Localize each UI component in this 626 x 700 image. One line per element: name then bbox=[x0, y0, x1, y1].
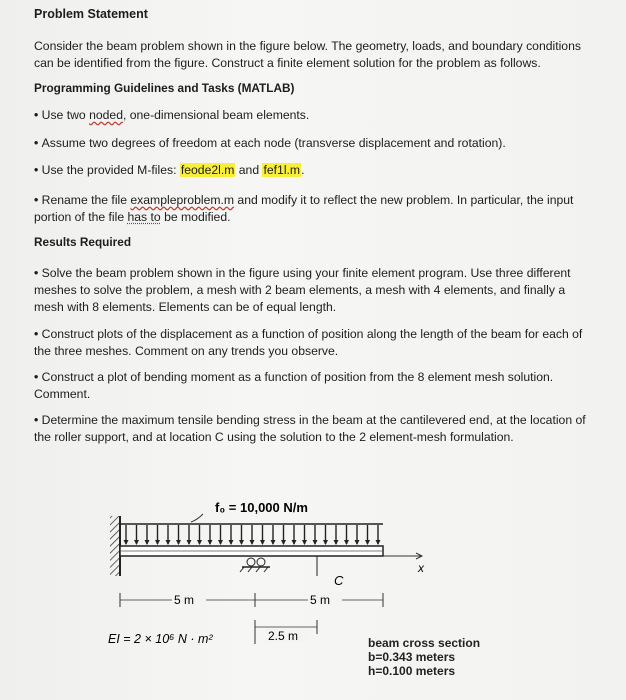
load-arrow-head bbox=[281, 540, 286, 545]
load-arrow-head bbox=[208, 540, 213, 545]
results-title: Results Required bbox=[34, 235, 132, 249]
load-arrow-head bbox=[145, 540, 150, 545]
guideline-3 bbox=[34, 162, 594, 179]
load-arrow-head bbox=[313, 540, 318, 545]
load-arrow-head bbox=[229, 540, 234, 545]
guideline-4-text-a: Rename the file bbox=[41, 193, 131, 207]
load-label: f₀ = 10,000 N/m bbox=[215, 500, 308, 515]
guideline-3-text-b: and bbox=[235, 163, 263, 177]
cross-section-h: h=0.100 meters bbox=[368, 664, 456, 678]
result-4: • Determine the maximum tensile bending stress in the beam at the cantilevered end, at the location of the roller support, and at location C using the solution to the 2 element-mesh formulation. bbox=[34, 412, 594, 446]
fixed-wall bbox=[110, 516, 120, 576]
dim-c-label: 2.5 m bbox=[268, 629, 299, 643]
heading: Problem Statement bbox=[34, 7, 148, 21]
cross-section-info bbox=[368, 636, 480, 678]
dim-left-label: 5 m bbox=[174, 593, 195, 607]
load-arrow-head bbox=[302, 540, 307, 545]
load-arrow-head bbox=[323, 540, 328, 545]
load-arrows bbox=[124, 525, 381, 545]
load-arrow-head bbox=[365, 540, 370, 545]
load-arrow-head bbox=[166, 540, 171, 545]
guideline-4-text-b: and modify it to reflect the new problem. In particular, the input portion of the file bbox=[34, 193, 574, 224]
roller-right bbox=[257, 558, 265, 566]
roller-left bbox=[247, 558, 255, 566]
guideline-4-word: has to bbox=[127, 210, 161, 224]
guideline-1 bbox=[34, 107, 594, 124]
load-arrow-head bbox=[155, 540, 160, 545]
cross-section-b: b=0.343 meters bbox=[368, 650, 456, 664]
guideline-1-text-a: Use two bbox=[41, 108, 90, 122]
load-arrow-head bbox=[239, 540, 244, 545]
guideline-3-text-c: . bbox=[301, 163, 305, 177]
x-axis-label: x bbox=[418, 561, 424, 575]
guideline-4-text-c: be modified. bbox=[160, 210, 231, 224]
load-arrow-head bbox=[197, 540, 202, 545]
load-arrow-head bbox=[218, 540, 223, 545]
intro-paragraph: Consider the beam problem shown in the figure below. The geometry, loads, and boundary conditions can be identified from the figure. Construct a finite element solution for the problem as follows. bbox=[34, 39, 581, 70]
file-exampleproblem: exampleproblem.m bbox=[130, 193, 235, 207]
point-c-label: C bbox=[334, 573, 344, 588]
cross-section-title: beam cross section bbox=[368, 636, 481, 650]
result-3: • Construct a plot of bending moment as a function of position from the 8 element mesh solution. Comment. bbox=[34, 369, 594, 403]
guideline-1-text-b: , one-dimensional beam elements. bbox=[122, 108, 310, 122]
load-arrow-head bbox=[124, 540, 129, 545]
guideline-2: • Assume two degrees of freedom at each node (transverse displacement and rotation). bbox=[34, 135, 594, 152]
load-leader bbox=[191, 514, 203, 522]
stiffness-label: EI = 2 × 10⁶ N · m² bbox=[108, 632, 213, 646]
guideline-3-text-a: Use the provided M-files: bbox=[41, 163, 180, 177]
load-arrow-head bbox=[176, 540, 181, 545]
result-2: • Construct plots of the displacement as a function of position along the length of the beam for each of the three meshes. Comment on any trends you observe. bbox=[34, 326, 594, 360]
load-arrow-head bbox=[134, 540, 139, 545]
load-arrow-head bbox=[292, 540, 297, 545]
guideline-1-word: noded bbox=[89, 108, 123, 122]
guidelines-title: Programming Guidelines and Tasks (MATLAB) bbox=[34, 81, 295, 95]
load-arrow-head bbox=[187, 540, 192, 545]
load-arrow-head bbox=[260, 540, 265, 545]
file-feode2l: feode2l.m bbox=[180, 163, 235, 177]
dim-right-label: 5 m bbox=[310, 593, 331, 607]
guideline-4 bbox=[34, 192, 594, 226]
result-1: • Solve the beam problem shown in the figure using your finite element program. Use three different meshes to solve the problem, a mesh with 2 beam elements, a mesh with 4 elements, and finally a mesh with 8 elements. Elements can be of equal length. bbox=[34, 265, 594, 316]
load-arrow-head bbox=[334, 540, 339, 545]
file-fef1l: fef1l.m bbox=[263, 163, 301, 177]
load-arrow-head bbox=[376, 540, 381, 545]
load-arrow-head bbox=[344, 540, 349, 545]
load-arrow-head bbox=[250, 540, 255, 545]
load-arrow-head bbox=[271, 540, 276, 545]
load-arrow-head bbox=[355, 540, 360, 545]
